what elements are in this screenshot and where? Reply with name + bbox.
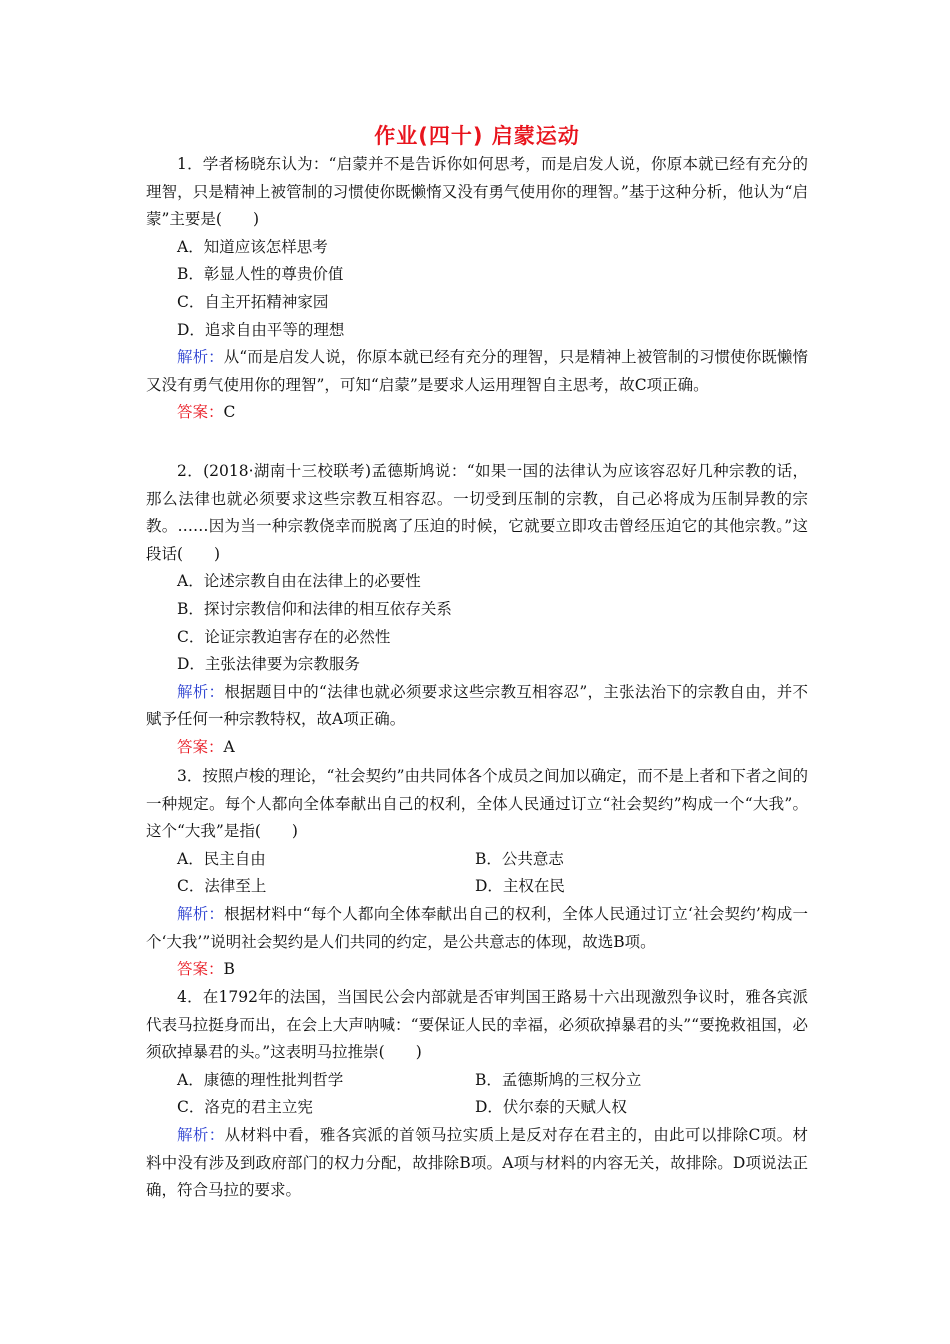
- question-4-option-d: D．伏尔泰的天赋人权: [475, 1098, 627, 1117]
- analysis-label: 解析：: [177, 1125, 225, 1144]
- answer-label: 答案：: [177, 403, 224, 422]
- question-3-answer-value: B: [223, 960, 235, 979]
- question-3-options-row-2: [146, 873, 808, 901]
- answer-label: 答案：: [177, 960, 224, 979]
- question-3-analysis: [146, 901, 808, 956]
- question-1-option-b: B．彰显人性的尊贵价值: [177, 265, 344, 284]
- question-2-answer: [146, 734, 808, 762]
- question-3-stem: 3．按照卢梭的理论，“社会契约”由共同体各个成员之间加以确定，而不是上者和下者之间的一种规定。每个人都向全体奉献出自己的权利，全体人民通过订立“社会契约”构成一个“大我”。这个“大我”是指( ): [146, 767, 808, 841]
- analysis-label: 解析：: [177, 682, 225, 701]
- question-2-analysis: [146, 679, 808, 734]
- question-3-answer: [146, 956, 808, 984]
- question-2-analysis-text: 根据题目中的“法律也就必须要求这些宗教互相容忍”，主张法治下的宗教自由，并不赋予任何一种宗教特权，故A项正确。: [146, 682, 808, 729]
- question-1-stem: 1．学者杨晓东认为：“启蒙并不是告诉你如何思考，而是启发人说，你原本就已经有充分的理智，只是精神上被管制的习惯使你既懒惰又没有勇气使用你的理智。”基于这种分析，他认为“启蒙”主要是( ): [146, 155, 808, 229]
- analysis-label: 解析：: [177, 904, 225, 923]
- question-1-option-c: C．自主开拓精神家园: [177, 292, 329, 311]
- question-1-answer-value: C: [223, 403, 236, 422]
- answer-label: 答案：: [177, 737, 224, 756]
- question-1: [146, 151, 808, 427]
- question-4-analysis-text: 从材料中看，雅各宾派的首领马拉实质上是反对存在君主的，由此可以排除C项。材料中没有涉及到政府部门的权力分配，故排除B项。A项与材料的内容无关，故排除。D项说法正确，符合马拉的要求。: [146, 1125, 808, 1200]
- question-3-option-b: B．公共意志: [475, 849, 564, 868]
- question-2-stem: 2．(2018·湖南十三校联考)孟德斯鸠说：“如果一国的法律认为应该容忍好几种宗教的话，那么法律也就必须要求这些宗教互相容忍。一切受到压制的宗教，自己必将成为压制异教的宗教。……因为当一种宗教侥幸而脱离了压迫的时候，它就要立即攻击曾经压迫它的其他宗教。”这段话( ): [146, 462, 808, 563]
- question-2-option-b: B．探讨宗教信仰和法律的相互依存关系: [177, 599, 452, 618]
- question-4: [146, 984, 808, 1205]
- question-3-option-a: A．民主自由: [177, 849, 266, 868]
- question-3-analysis-text: 根据材料中“每个人都向全体奉献出自己的权利，全体人民通过订立‘社会契约’构成一个‘大我’”说明社会契约是人们共同的约定，是公共意志的体现，故选B项。: [146, 904, 808, 951]
- question-4-stem: 4．在1792年的法国，当国民公会内部就是否审判国王路易十六出现激烈争议时，雅各宾派代表马拉挺身而出，在会上大声呐喊：“要保证人民的幸福，必须砍掉暴君的头”“要挽救祖国，必须砍掉暴君的头。”这表明马拉推崇( ): [146, 988, 808, 1062]
- question-1-option-d: D．追求自由平等的理想: [177, 320, 345, 339]
- question-2-option-d: D．主张法律要为宗教服务: [177, 655, 360, 674]
- question-3-options-row-1: [146, 846, 808, 874]
- question-2: [146, 458, 808, 762]
- page-title: 作业(四十) 启蒙运动: [374, 124, 580, 148]
- question-1-analysis: [146, 344, 808, 399]
- question-2-option-a: A．论述宗教自由在法律上的必要性: [177, 572, 421, 591]
- question-3-option-d: D．主权在民: [475, 877, 565, 896]
- question-4-analysis: [146, 1122, 808, 1205]
- question-1-option-a: A．知道应该怎样思考: [177, 237, 328, 256]
- question-4-option-c: C．洛克的君主立宪: [177, 1098, 313, 1117]
- analysis-label: 解析：: [177, 348, 224, 367]
- question-2-answer-value: A: [223, 737, 235, 756]
- question-2-option-c: C．论证宗教迫害存在的必然性: [177, 627, 391, 646]
- question-4-options-row-2: [146, 1094, 808, 1122]
- question-4-option-a: A．康德的理性批判哲学: [177, 1070, 344, 1089]
- question-4-options-row-1: [146, 1067, 808, 1095]
- question-3: [146, 763, 808, 984]
- question-1-analysis-text: 从“而是启发人说，你原本就已经有充分的理智，只是精神上被管制的习惯使你既懒惰又没有勇气使用你的理智”，可知“启蒙”是要求人运用理智自主思考，故C项正确。: [146, 348, 808, 394]
- question-3-option-c: C．法律至上: [177, 877, 267, 896]
- question-1-answer: [146, 399, 808, 427]
- question-4-option-b: B．孟德斯鸠的三权分立: [475, 1070, 642, 1089]
